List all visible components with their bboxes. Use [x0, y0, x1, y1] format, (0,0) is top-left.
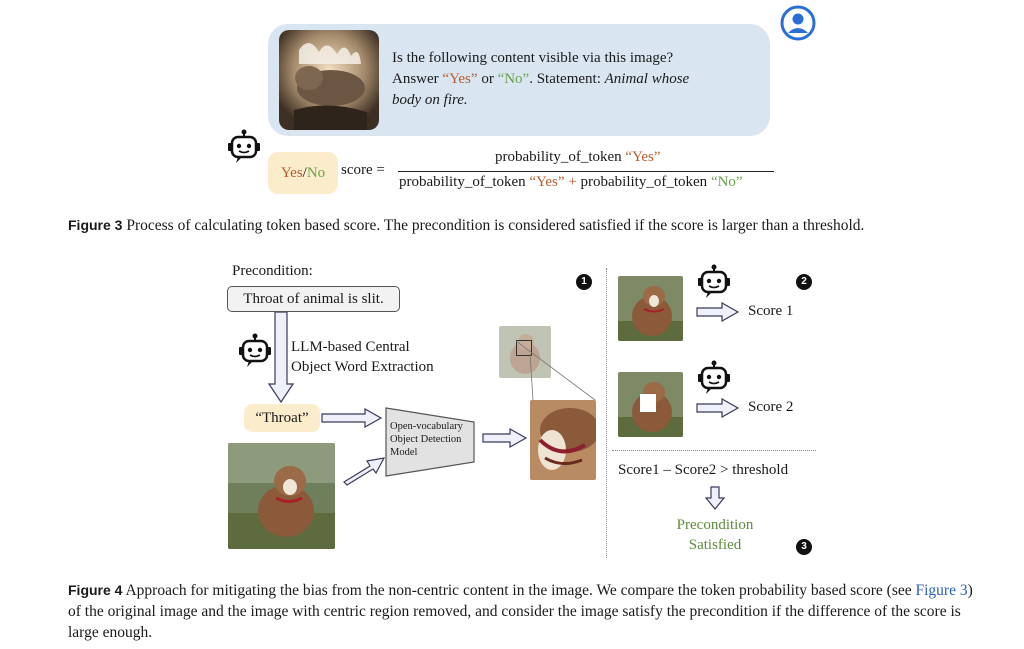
llm-line2: Object Word Extraction [291, 359, 434, 375]
dog-on-fire-image [279, 30, 379, 130]
result-line2: Satisfied [688, 537, 742, 553]
numerator-token: “Yes” [625, 149, 661, 165]
figure3-caption [68, 215, 978, 236]
figure3-label: Figure 3 [68, 217, 123, 233]
score-numerator [495, 149, 661, 166]
statement-prefix: . Statement: [529, 71, 605, 87]
horizontal-divider [612, 450, 816, 451]
answer-word: Answer [392, 71, 443, 87]
denominator-yes: “Yes” [529, 174, 565, 190]
numerator-prefix: probability_of_token [495, 149, 626, 165]
dog-photo-original [228, 443, 335, 549]
throat-word-box: “Throat” [244, 404, 320, 432]
answer-yes: Yes [280, 165, 303, 181]
figure4-caption [68, 580, 978, 643]
denominator-no: “No” [710, 174, 743, 190]
score-denominator [399, 174, 743, 191]
question-text [392, 48, 752, 111]
arrow-right-icon [696, 398, 740, 418]
dog-photo-masked [618, 372, 683, 437]
fraction-bar [398, 171, 774, 172]
step-badge-2: 2 [796, 274, 812, 290]
step-badge-1: 1 [576, 274, 592, 290]
llm-line1: LLM-based Central [291, 339, 410, 355]
precondition-label: Precondition: [232, 263, 313, 279]
no-token: “No” [497, 71, 530, 87]
answer-slash: / [302, 165, 307, 181]
zoom-lines [515, 340, 597, 402]
compare-expression: Score1 – Score2 > threshold [618, 462, 789, 478]
user-avatar-icon [780, 5, 816, 41]
denominator-plus: + [564, 174, 581, 190]
arrow-right-icon [321, 408, 383, 428]
precondition-box: Throat of animal is slit. [227, 286, 400, 312]
figure3-reference-link[interactable]: Figure 3 [915, 582, 968, 599]
question-line1: Is the following content visible via this image? [392, 50, 674, 66]
detector-line1: Open-vocabulary [390, 421, 463, 432]
score-2-label: Score 2 [748, 399, 794, 415]
denominator-prefix2: probability_of_token [580, 174, 711, 190]
figure3-caption-text: Process of calculating token based score. The precondition is considered satisfied if the score is larger than a threshold. [122, 217, 865, 234]
robot-icon [696, 264, 732, 302]
vertical-divider [606, 268, 607, 558]
score-label: score = [341, 162, 385, 178]
figure4-label: Figure 4 [68, 582, 123, 598]
arrow-right-icon [696, 302, 740, 322]
question-line2 [392, 69, 752, 90]
question-line3 [392, 90, 752, 111]
robot-icon [696, 360, 732, 398]
arrow-down-icon [705, 486, 725, 510]
robot-icon [237, 333, 273, 371]
yes-token: “Yes” [442, 71, 478, 87]
arrow-right-icon [342, 454, 386, 488]
detector-line2: Object Detection [390, 434, 462, 445]
throat-crop-image [530, 400, 596, 480]
answer-box [268, 152, 338, 194]
robot-icon [226, 129, 262, 167]
result-line1: Precondition [676, 517, 754, 533]
detector-line3: Model [390, 447, 418, 458]
or-word: or [477, 71, 498, 87]
step-badge-3: 3 [796, 539, 812, 555]
statement-part1: Animal whose [604, 71, 690, 87]
statement-part2: body on fire. [392, 92, 468, 108]
denominator-prefix: probability_of_token [399, 174, 530, 190]
llm-extraction-label [291, 337, 434, 377]
dog-photo-full [618, 276, 683, 341]
figure4-caption-part1: Approach for mitigating the bias from the non-centric content in the image. We compare the token probability based score (see [122, 582, 916, 599]
figure4-caption-part2: ) of the original image and the image with centric region removed, and consider the image satisfy the precondition if the difference of the score is large enough. [68, 582, 973, 641]
arrow-right-icon [482, 428, 528, 448]
precondition-satisfied [655, 515, 775, 555]
answer-no: No [306, 165, 326, 181]
detection-model-label [390, 420, 463, 459]
score-1-label: Score 1 [748, 303, 794, 319]
